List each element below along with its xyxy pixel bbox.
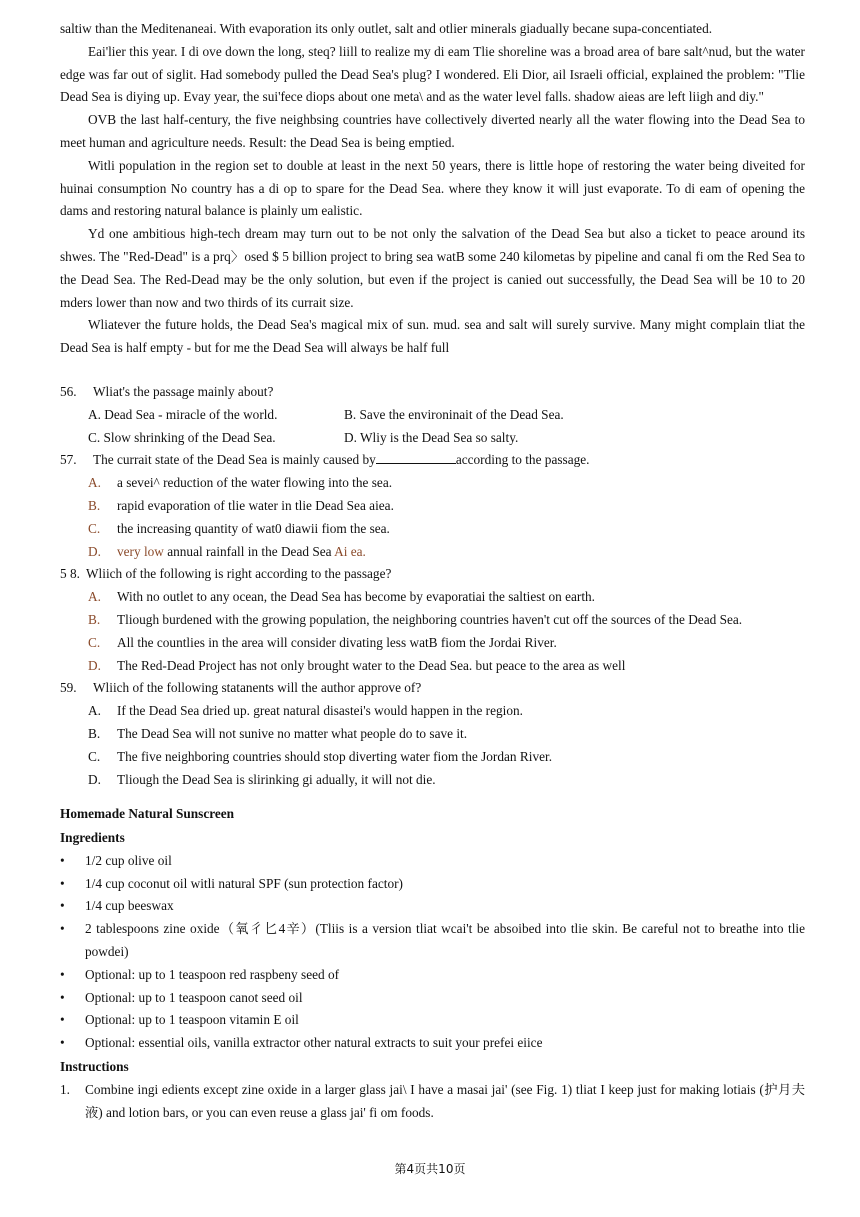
bullet-icon: • <box>60 1012 65 1028</box>
bullet-icon: • <box>60 898 65 914</box>
ingredient-item <box>60 873 805 896</box>
option-d <box>60 655 805 678</box>
option-b: B. Save the environinait of the Dead Sea. <box>344 406 564 422</box>
spacer <box>60 791 805 802</box>
question-number: 56. <box>60 383 77 399</box>
ingredient-item <box>60 850 805 873</box>
option-text-part: Ai ea. <box>334 543 366 559</box>
question-text <box>93 449 590 472</box>
question-text-start: The currait state of the Dead Sea is mainly caused by <box>93 452 376 468</box>
instructions-heading: Instructions <box>60 1059 129 1075</box>
ingredient-text: 1/4 cup coconut oil witli natural SPF (sun protection factor) <box>85 875 403 891</box>
question-56-options-row-1 <box>60 404 805 427</box>
bullet-icon: • <box>60 852 65 868</box>
spacer <box>60 360 805 381</box>
option-c: C. Slow shrinking of the Dead Sea. <box>88 429 276 445</box>
question-number: 5 8. <box>60 566 80 582</box>
option-text: Tliough the Dead Sea is slirinking gi adually, it will not die. <box>117 771 436 787</box>
option-letter: C. <box>88 634 101 650</box>
bullet-icon: • <box>60 875 65 891</box>
question-text: Wliich of the following statanents will the author approve of? <box>93 680 422 696</box>
option-letter: D. <box>88 771 101 787</box>
ingredient-item <box>60 964 805 987</box>
option-text-part: annual rainfall in the Dead Sea <box>163 543 335 559</box>
page-footer: 第4页共10页 <box>394 1162 466 1176</box>
option-a <box>60 472 805 495</box>
ingredient-text: 1/4 cup beeswax <box>85 898 174 914</box>
option-letter: D. <box>88 543 101 559</box>
option-letter: D. <box>88 657 101 673</box>
option-text: If the Dead Sea dried up. great natural disastei's would happen in the region. <box>117 703 523 719</box>
recipe-title: Homemade Natural Sunscreen <box>60 806 235 822</box>
ingredient-item <box>60 1009 805 1032</box>
question-59 <box>60 677 805 700</box>
ingredient-text: Optional: up to 1 teaspoon red raspbeny seed of <box>85 966 340 982</box>
option-letter: A. <box>88 475 101 491</box>
option-b <box>60 609 805 632</box>
passage-paragraph-5: Yd one ambitious high-tech dream may turn out to be not only the salvation of the Dead Sea but also a ticket to peace around its shwes. The "Red-Dead" is a prq〉osed $ 5 billion project to bring sea watB some 240 kilometas by pipeline and canal fi om the Red Sea to the Dead Sea. The Red-Dead may be the only solution, but even if the project is canied out successfully, the Dead Sea will be 10 to 20 mders lower than now and two thirds of its currait size. <box>60 226 805 310</box>
ingredient-item <box>60 895 805 918</box>
option-text: The five neighboring countries should stop diverting water fiom the Jordan River. <box>117 748 553 764</box>
question-56 <box>60 381 805 404</box>
option-d: D. Wliy is the Dead Sea so salty. <box>344 429 519 445</box>
option-text: All the countlies in the area will consider divating less watB fiom the Jordai River. <box>117 634 557 650</box>
question-number: 59. <box>60 680 77 696</box>
question-text: Wliat's the passage mainly about? <box>93 383 274 399</box>
ingredient-item <box>60 918 805 964</box>
ingredient-text: Optional: essential oils, vanilla extractor other natural extracts to suit your prefei eiice <box>85 1035 543 1051</box>
ingredients-heading: Ingredients <box>60 830 125 846</box>
ingredient-text: 1/2 cup olive oil <box>85 852 172 868</box>
answer-blank <box>376 451 456 464</box>
option-text <box>117 541 366 564</box>
option-letter: B. <box>88 497 101 513</box>
bullet-icon: • <box>60 989 65 1005</box>
option-text: the increasing quantity of wat0 diawii fiom the sea. <box>117 520 390 536</box>
option-text: rapid evaporation of tlie water in tlie Dead Sea aiea. <box>117 497 394 513</box>
bullet-icon: • <box>60 921 65 937</box>
option-letter: A. <box>88 589 101 605</box>
ingredient-text: 2 tablespoons zine oxide（氧彳匕4辛）(Tliis is a version tliat wcai't be absoibed into tlie skin. Be careful not to breathe into tlie powdei) <box>85 921 805 960</box>
step-number: 1. <box>60 1081 70 1097</box>
ingredient-item <box>60 987 805 1010</box>
passage-paragraph-1: saltiw than the Meditenaneai. With evaporation its only outlet, salt and otlier minerals giadually becane supa-concentiated. <box>60 21 713 36</box>
option-c <box>60 518 805 541</box>
bullet-icon: • <box>60 966 65 982</box>
option-text: The Dead Sea will not sunive no matter what people do to save it. <box>117 725 468 741</box>
instruction-step <box>60 1079 805 1125</box>
option-d <box>60 541 805 564</box>
option-c <box>60 632 805 655</box>
ingredient-text: Optional: up to 1 teaspoon vitamin E oil <box>85 1012 299 1028</box>
option-b <box>60 495 805 518</box>
option-text: a sevei^ reduction of the water flowing into the sea. <box>117 475 393 491</box>
option-text: Tliough burdened with the growing population, the neighboring countries haven't cut off the sources of the Dead Sea. <box>117 611 743 627</box>
option-letter: A. <box>88 703 101 719</box>
question-56-options-row-2 <box>60 427 805 450</box>
question-text: Wliich of the following is right according to the passage? <box>86 566 392 582</box>
step-text: Combine ingi edients except zine oxide in a larger glass jai\ I have a masai jai' (see Fig. 1) tliat I keep just for making lotiais (护月夫液) and lotion bars, or you can even reuse a glass jai' fi om foods. <box>85 1081 805 1120</box>
page-content <box>60 18 805 1124</box>
option-letter: B. <box>88 611 101 627</box>
option-a <box>60 586 805 609</box>
passage-paragraph-6: Wliatever the future holds, the Dead Sea's magical mix of sun. mud. sea and salt will surely survive. Many might complain tliat the Dead Sea is half empty - but for me the Dead Sea will always be half full <box>60 317 805 356</box>
option-text: With no outlet to any ocean, the Dead Sea has become by evaporatiai the saltiest on earth. <box>117 589 595 605</box>
passage-paragraph-3: OVB the last half-century, the five neighbsing countries have collectively diverted nearly all the water flowing into the Dead Sea to meet human and agriculture needs. Result: the Dead Sea is being emptied. <box>60 112 805 150</box>
option-a <box>60 700 805 723</box>
bullet-icon: • <box>60 1035 65 1051</box>
option-c <box>60 746 805 769</box>
passage-paragraph-4: Witli population in the region set to double at least in the next 50 years, there is little hope of restoring the water being diveited for huinai consumption No country has a di op to spare for the Dead Sea. where they know it will just evaporate. To di eam of opening the dams and restoring natural balance is plainly um ealistic. <box>60 157 805 219</box>
question-number: 57. <box>60 452 77 468</box>
question-text-end: according to the passage. <box>455 452 590 468</box>
option-d <box>60 769 805 792</box>
ingredient-item <box>60 1032 805 1055</box>
option-text-part: very low <box>117 543 164 559</box>
passage-paragraph-2: Eai'lier this year. I di ove down the long, steq? liill to realize my di eam Tlie shoreline was a broad area of bare salt^nud, but the water edge was far out of siglit. Had somebody pulled the Dead Sea's plug? I wondered. Eli Dior, ail Israeli official, explained the problem: "Tlie Dead Sea is diying up. Evay year, the sui'fece diops about one meta\ and as the water level falls. shadow aieas are left liigh and diy." <box>60 43 805 105</box>
question-57 <box>60 449 805 472</box>
ingredient-text: Optional: up to 1 teaspoon canot seed oil <box>85 989 303 1005</box>
option-b <box>60 723 805 746</box>
option-letter: C. <box>88 748 101 764</box>
option-letter: C. <box>88 520 101 536</box>
question-58 <box>60 563 805 586</box>
option-letter: B. <box>88 725 101 741</box>
option-text: The Red-Dead Project has not only brought water to the Dead Sea. but peace to the area as well <box>117 657 626 673</box>
option-a: A. Dead Sea - miracle of the world. <box>88 406 278 422</box>
